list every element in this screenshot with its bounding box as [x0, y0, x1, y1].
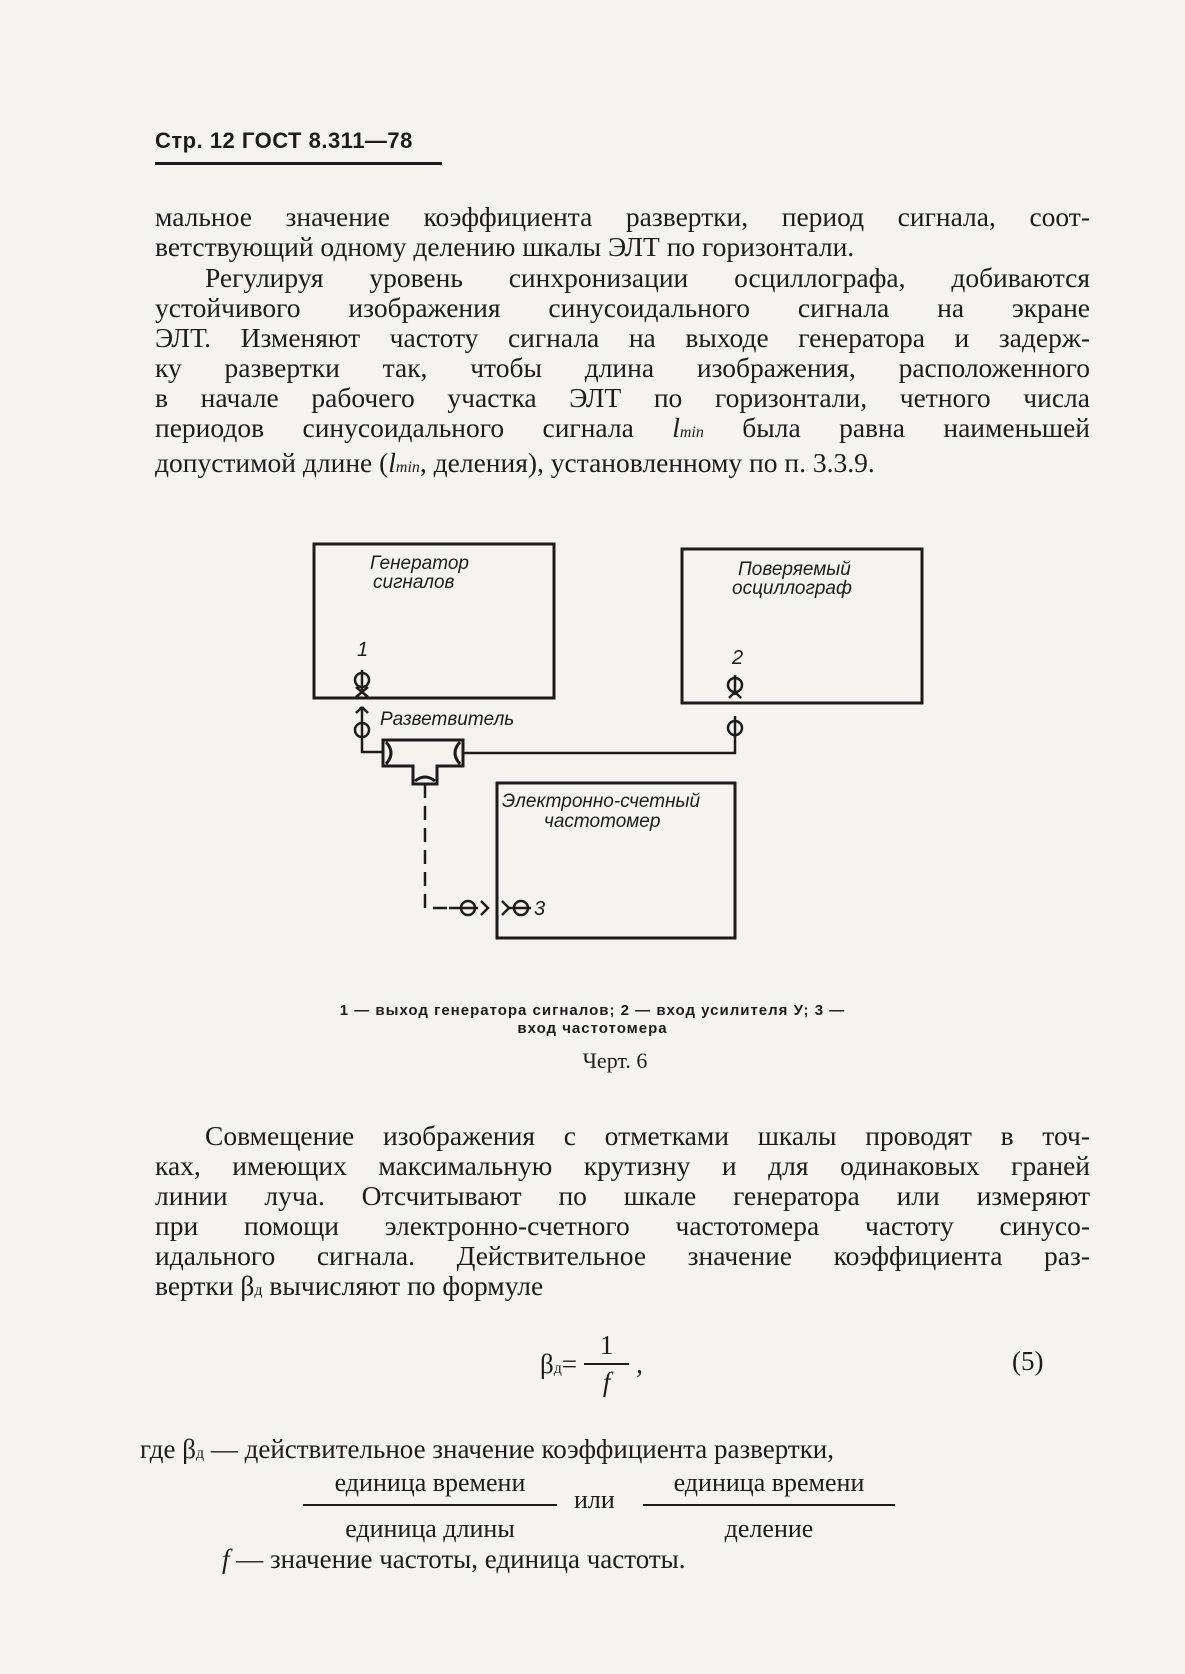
block-diagram	[0, 530, 1185, 950]
counter-input-icon	[502, 901, 531, 915]
text-line: периодов синусоидального сигнала lmin была равна наименьшей	[155, 412, 1090, 443]
text-line: ку развертки так, чтобы длина изображения, расположенного	[155, 352, 1090, 383]
counter-label: Электронно-счетный	[502, 791, 701, 812]
port-number: 1	[357, 639, 369, 661]
equation-number: (5)	[1012, 1346, 1044, 1376]
text-line: идального сигнала. Действительное значение коэффициента раз-	[155, 1240, 1090, 1271]
unit-fraction-2: единица времени деление	[643, 1468, 895, 1544]
paragraph-2	[155, 263, 1090, 483]
oscillograph-input-icon	[728, 675, 742, 698]
port-number: 3	[534, 898, 546, 920]
oscillograph-label: Поверяемый	[738, 559, 851, 580]
port-number: 2	[732, 647, 744, 669]
text-line: при помощи электронно-счетного частотомера частоту синусо-	[155, 1210, 1090, 1241]
formula-fraction: $\frac{1}{f}$	[584, 1330, 630, 1398]
lmin-symbol: lmin	[388, 447, 420, 478]
text-line: ках, имеющих максимальную крутизну и для одинаковых граней	[155, 1150, 1090, 1181]
oscillograph-label: осциллограф	[732, 578, 852, 599]
lmin-symbol: lmin	[672, 412, 704, 443]
caption-line: вход частотомера	[517, 1020, 668, 1037]
paragraph-1	[155, 202, 1090, 262]
or-word: или	[574, 1485, 615, 1514]
splitter-label: Разветвитель	[380, 709, 515, 730]
definition-beta: где βд — действительное значение коэффициента развертки,	[140, 1434, 835, 1464]
cable-connector-icon	[449, 901, 488, 915]
text-line: ЭЛТ. Изменяют частоту сигнала на выходе генератора и задерж-	[155, 322, 1090, 353]
text-line: мальное значение коэффициента развертки, период сигнала, соот-	[155, 201, 1090, 232]
header-rule	[155, 162, 442, 165]
text-line: допустимой длине (lmin, деления), установленному по п. 3.3.9.	[155, 447, 875, 478]
generator-output-icon	[355, 670, 369, 697]
figure-caption	[240, 1002, 945, 1038]
text-line: устойчивого изображения синусоидального сигнала на экране	[155, 292, 1090, 323]
figure-title: Черт. 6	[582, 1048, 648, 1073]
counter-label: частотомер	[544, 811, 661, 832]
text-line: линии луча. Отсчитывают по шкале генератора или измеряют	[155, 1180, 1090, 1211]
generator-label: Генератор	[370, 553, 469, 574]
splitter-icon	[383, 740, 463, 784]
text-line: вертки βд вычисляют по формуле	[155, 1270, 544, 1301]
cable-connector-icon	[355, 707, 369, 740]
text-line: Совмещение изображения с отметками шкалы проводят в точ-	[205, 1120, 1090, 1151]
generator-label: сигналов	[373, 572, 455, 593]
unit-fraction-1: единица времени единица длины	[303, 1468, 557, 1544]
text-line: Регулируя уровень синхронизации осциллографа, добиваются	[205, 262, 1090, 293]
cable-connector-icon	[728, 716, 742, 738]
caption-line: 1 — выход генератора сигналов; 2 — вход усилителя У; 3 —	[339, 1002, 846, 1019]
formula: βд= $\frac{1}{f}$ ,	[540, 1330, 643, 1397]
text-line: ветствующий одному делению шкалы ЭЛТ по горизонтали.	[155, 231, 855, 262]
page-header: Стр. 12 ГОСТ 8.311—78	[155, 128, 413, 153]
definition-f: f — значение частоты, единица частоты.	[222, 1544, 686, 1574]
paragraph-3	[155, 1121, 1090, 1306]
beta-symbol: βд	[240, 1270, 263, 1301]
text-line: в начале рабочего участка ЭЛТ по горизонтали, четного числа	[155, 382, 1090, 413]
